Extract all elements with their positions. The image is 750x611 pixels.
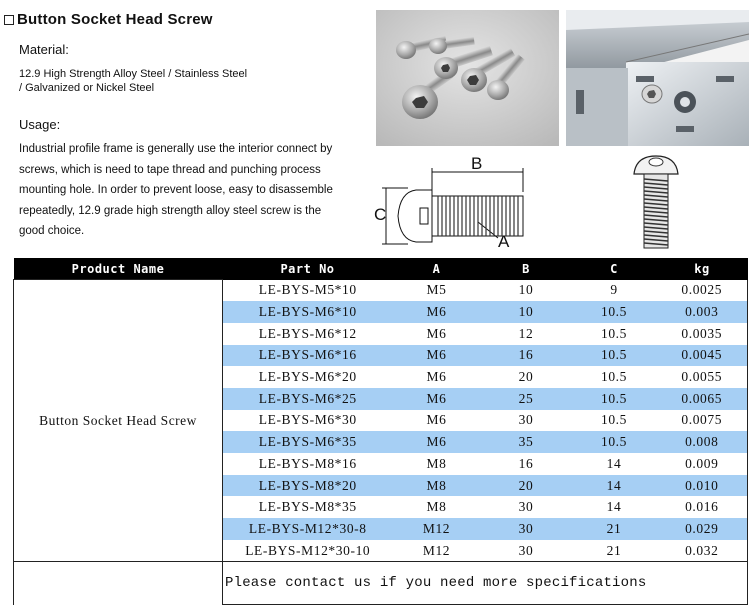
kg-cell: 0.0025 xyxy=(657,280,748,302)
part-no-cell: LE-BYS-M12*30-8 xyxy=(223,518,393,540)
b-cell: 35 xyxy=(481,431,572,453)
product-name-cell: Button Socket Head Screw xyxy=(14,280,223,562)
note-empty-cell xyxy=(14,562,223,605)
usage-text: Industrial profile frame is generally use the interior connect by screws, which is need to tape thread and punching process mounting hole. In order to prevent loose, easy to disassemble repeatedly, 12.9 grade high strength alloy steel screw is the good choice. xyxy=(19,143,333,237)
col-header-part-no: Part No xyxy=(223,258,393,280)
c-cell: 21 xyxy=(572,518,657,540)
a-cell: M6 xyxy=(393,301,481,323)
part-no-cell: LE-BYS-M8*16 xyxy=(223,453,393,475)
material-line-1: 12.9 High Strength Alloy Steel / Stainless Steel xyxy=(19,68,248,80)
kg-cell: 0.0045 xyxy=(657,345,748,367)
a-cell: M5 xyxy=(393,280,481,302)
part-no-cell: LE-BYS-M6*30 xyxy=(223,410,393,432)
c-cell: 9 xyxy=(572,280,657,302)
kg-cell: 0.010 xyxy=(657,475,748,497)
usage-label: Usage: xyxy=(19,117,61,132)
a-cell: M8 xyxy=(393,475,481,497)
kg-cell: 0.003 xyxy=(657,301,748,323)
material-label: Material: xyxy=(19,42,69,57)
c-cell: 10.5 xyxy=(572,431,657,453)
a-cell: M6 xyxy=(393,345,481,367)
part-no-cell: LE-BYS-M5*10 xyxy=(223,280,393,302)
kg-cell: 0.0055 xyxy=(657,366,748,388)
a-cell: M6 xyxy=(393,366,481,388)
kg-cell: 0.0065 xyxy=(657,388,748,410)
spec-table xyxy=(13,258,748,605)
note-row xyxy=(14,562,748,605)
b-cell: 30 xyxy=(481,518,572,540)
b-cell: 20 xyxy=(481,366,572,388)
b-cell: 16 xyxy=(481,345,572,367)
part-no-cell: LE-BYS-M12*30-10 xyxy=(223,540,393,562)
screws-photo xyxy=(376,10,559,146)
dim-label-c: C xyxy=(374,205,387,224)
part-no-cell: LE-BYS-M6*25 xyxy=(223,388,393,410)
page-title xyxy=(4,11,213,28)
table-row xyxy=(14,280,748,302)
c-cell: 10.5 xyxy=(572,345,657,367)
col-header-c: C xyxy=(572,258,657,280)
a-cell: M8 xyxy=(393,496,481,518)
screw-dimension-drawing xyxy=(368,152,538,252)
b-cell: 20 xyxy=(481,475,572,497)
c-cell: 10.5 xyxy=(572,301,657,323)
kg-cell: 0.029 xyxy=(657,518,748,540)
part-no-cell: LE-BYS-M8*35 xyxy=(223,496,393,518)
part-no-cell: LE-BYS-M6*35 xyxy=(223,431,393,453)
contact-note: Please contact us if you need more specifications xyxy=(223,562,748,605)
part-no-cell: LE-BYS-M6*12 xyxy=(223,323,393,345)
kg-cell: 0.0035 xyxy=(657,323,748,345)
c-cell: 21 xyxy=(572,540,657,562)
b-cell: 10 xyxy=(481,280,572,302)
a-cell: M6 xyxy=(393,323,481,345)
dim-label-a: A xyxy=(498,232,510,251)
col-header-kg: kg xyxy=(657,258,748,280)
part-no-cell: LE-BYS-M6*20 xyxy=(223,366,393,388)
a-cell: M12 xyxy=(393,518,481,540)
a-cell: M6 xyxy=(393,388,481,410)
part-no-cell: LE-BYS-M6*16 xyxy=(223,345,393,367)
title-text: Button Socket Head Screw xyxy=(17,11,213,28)
a-cell: M6 xyxy=(393,431,481,453)
part-no-cell: LE-BYS-M6*10 xyxy=(223,301,393,323)
part-no-cell: LE-BYS-M8*20 xyxy=(223,475,393,497)
a-cell: M6 xyxy=(393,410,481,432)
profile-photo xyxy=(566,10,749,146)
screw-side-drawing xyxy=(626,152,686,252)
kg-cell: 0.0075 xyxy=(657,410,748,432)
a-cell: M8 xyxy=(393,453,481,475)
col-header-b: B xyxy=(481,258,572,280)
kg-cell: 0.016 xyxy=(657,496,748,518)
c-cell: 10.5 xyxy=(572,323,657,345)
b-cell: 30 xyxy=(481,410,572,432)
col-header-a: A xyxy=(393,258,481,280)
b-cell: 25 xyxy=(481,388,572,410)
b-cell: 16 xyxy=(481,453,572,475)
c-cell: 10.5 xyxy=(572,388,657,410)
table-header-row xyxy=(14,258,748,280)
c-cell: 14 xyxy=(572,475,657,497)
c-cell: 14 xyxy=(572,496,657,518)
kg-cell: 0.009 xyxy=(657,453,748,475)
b-cell: 12 xyxy=(481,323,572,345)
b-cell: 30 xyxy=(481,540,572,562)
kg-cell: 0.008 xyxy=(657,431,748,453)
material-line-2: / Galvanized or Nickel Steel xyxy=(19,82,155,94)
b-cell: 30 xyxy=(481,496,572,518)
c-cell: 14 xyxy=(572,453,657,475)
kg-cell: 0.032 xyxy=(657,540,748,562)
col-header-product-name: Product Name xyxy=(14,258,223,280)
c-cell: 10.5 xyxy=(572,410,657,432)
dim-label-b: B xyxy=(471,154,483,173)
c-cell: 10.5 xyxy=(572,366,657,388)
a-cell: M12 xyxy=(393,540,481,562)
checkbox-square-icon xyxy=(4,15,14,25)
b-cell: 10 xyxy=(481,301,572,323)
